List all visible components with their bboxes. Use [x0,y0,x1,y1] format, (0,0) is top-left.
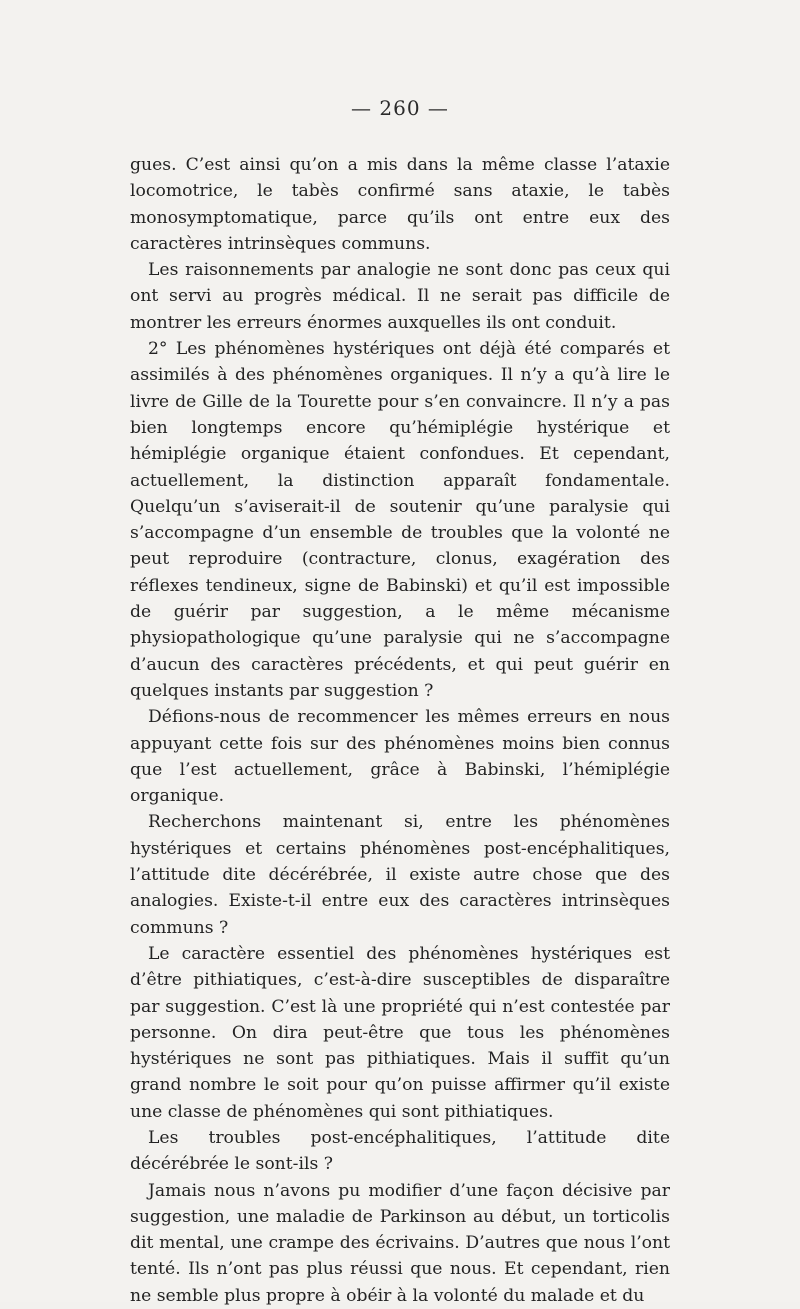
paragraph-2: Les raisonnements par analogie ne sont donc pas ceux qui ont servi au progrès médical. Il ne serait pas difficile de montrer les erreurs énormes auxquelles ils ont conduit. [130,260,670,333]
paragraph-3: 2° Les phénomènes hystériques ont déjà été comparés et assimilés à des phénomènes organiques. Il n’y a qu’à lire le livre de Gille de la Tourette pour s’en convaincre. Il n’y a pas bien longtemps encore qu’hémiplégie hystérique et hémiplégie organique étaient confondues. Et cependant, actuellement, la distinction apparaît fondamentale. Quelqu’un s’aviserait-il de soutenir qu’une paralysie qui s’accompagne d’un ensemble de troubles que la volonté ne peut reproduire (contracture, clonus, exagération des réflexes tendineux, signe de Babinski) et qu’il est impossible de guérir par suggestion, a le même mécanisme physiopathologique qu’une paralysie qui ne s’accompagne d’aucun des caractères précédents, et qui peut guérir en quelques instants par suggestion ? [130,339,670,701]
page-number: — 260 — [351,96,449,120]
body-text [130,152,670,1309]
paragraph-6: Le caractère essentiel des phénomènes hystériques est d’être pithiatiques, c’est-à-dire susceptibles de disparaître par suggestion. C’est là une propriété qui n’est contestée par personne. On dira peut-être que tous les phénomènes hystériques ne sont pas pithiatiques. Mais il suffit qu’un grand nombre le soit pour qu’on puisse affirmer qu’il existe une classe de phénomènes qui sont pithiatiques. [130,943,670,1122]
paragraph-1: gues. C’est ainsi qu’on a mis dans la même classe l’ataxie locomotrice, le tabès confirmé sans ataxie, le tabès monosymptomatique, parce qu’ils ont entre eux des caractères intrinsèques communs. [130,155,670,254]
paragraph-8: Jamais nous n’avons pu modifier d’une façon décisive par suggestion, une maladie de Parkinson au début, un torticolis dit mental, une crampe des écrivains. D’autres que nous l’ont tenté. Ils n’ont pas plus réussi que nous. Et cependant, rien ne semble plus propre à obéir à la volonté du malade et du [130,1180,670,1306]
paragraph-4: Défions-nous de recommencer les mêmes erreurs en nous appuyant cette fois sur des phénomènes moins bien connus que l’est actuellement, grâce à Babinski, l’hémiplégie organique. [130,707,670,807]
paragraph-7: Les troubles post-encéphalitiques, l’attitude dite décérébrée le sont-ils ? [130,1127,670,1175]
paragraph-5: Recherchons maintenant si, entre les phénomènes hystériques et certains phénomènes post-encéphalitiques, l’attitude dite décérébrée, il existe autre chose que des analogies. Existe-t-il entre eux des caractères intrinsèques communs ? [130,812,670,938]
